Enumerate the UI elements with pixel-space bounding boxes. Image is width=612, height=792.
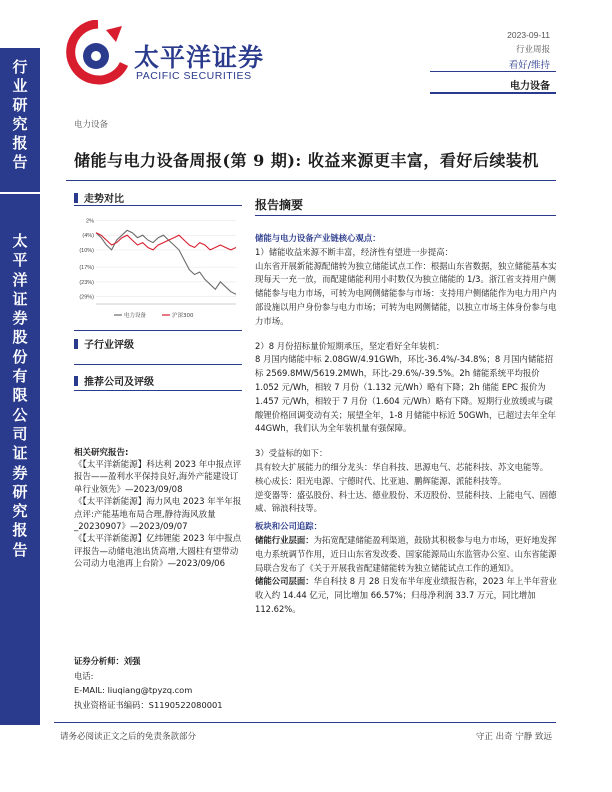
report-date: 2023-09-11 <box>507 30 550 40</box>
report-type: 行业周报 <box>515 45 550 55</box>
tracking-company <box>255 575 557 616</box>
section-divider <box>74 390 242 391</box>
section-divider <box>74 205 242 206</box>
chart-legend-label: 电力设备 <box>124 313 147 319</box>
summary-heading: 报告摘要 <box>255 198 304 212</box>
tracking-industry-label: 储能行业层面： <box>255 534 314 545</box>
point-3-title: 3）受益标的如下： <box>255 448 328 459</box>
tracking-company-body: 华自科技 8 月 28 日发布半年度业绩报告称，2023 年上半年营业收入约 14.44 亿元，同比增加 66.57%；归母净利润 33.7 万元，同比增加 112.62%。 <box>255 576 557 614</box>
trend-chart <box>74 212 242 320</box>
pacific-securities-logo-icon <box>66 20 130 86</box>
header-divider-thick <box>430 92 556 94</box>
point-3-growth: 核心成长：阳光电源、宁德时代、比亚迪、鹏辉能源、派能科技等。 <box>255 475 507 486</box>
analyst-email[interactable]: E-MAIL: liuqiang@tpyzq.com <box>74 685 193 695</box>
tracking-title: 板块和公司追踪： <box>255 521 322 532</box>
analyst-name: 证券分析师：刘强 <box>74 656 141 666</box>
chart-y-tick-label: (4%) <box>82 233 94 240</box>
band-separator <box>0 192 40 194</box>
chart-y-tick-label: (29%) <box>79 294 94 301</box>
point-2-title: 2）8 月份招标量价短期承压，坚定看好全年装机： <box>255 340 445 351</box>
related-report-item[interactable]: 《【太平洋新能源】海力风电 2023 年半年报点评:产能基地布局合理,静待海风放量_20230907》—2023/09/07 <box>74 497 242 533</box>
point-3-inverters: 逆变器等：盛弘股份、科士达、德业股份、禾迈股份、昱能科技、上能电气、固德威、锦浪科技等。 <box>255 489 557 514</box>
recommend-title: 推荐公司及评级 <box>84 377 154 388</box>
tracking-company-label: 储能公司层面： <box>255 576 314 587</box>
footer-divider <box>54 722 556 723</box>
summary-divider <box>255 215 556 216</box>
footer-motto: 守正 出奇 宁静 致远 <box>475 732 552 742</box>
summary-body <box>255 232 557 617</box>
page-title: 储能与电力设备周报(第 9 期): 收益来源更丰富，看好后续装机 <box>74 151 539 170</box>
band-text-company-report: 太平洋证券股份有限公司证券研究报告 <box>12 232 28 559</box>
related-reports-title: 相关研究报告: <box>74 448 129 458</box>
chart-y-tick-label: 2% <box>86 218 94 225</box>
point-1-title: 1）储能收益来源不断丰富，经济性有望进一步提高： <box>255 246 453 257</box>
recommend-section-heading <box>74 373 154 388</box>
sub-rating-title: 子行业评级 <box>84 340 134 351</box>
related-report-item[interactable]: 《【太平洋新能源】亿纬锂能 2023 年中报点评报告—动储电池出货高增,大圆柱有望带动公司动力电池再上台阶》—2023/09/06 <box>74 534 242 570</box>
industry-name: 电力设备 <box>510 81 550 92</box>
section-marker-icon <box>74 376 78 386</box>
footer-disclaimer: 请务必阅读正文之后的免责条款部分 <box>60 732 197 742</box>
related-reports-list <box>74 459 244 571</box>
trend-section-heading <box>74 190 124 205</box>
section-divider <box>74 364 242 365</box>
point-1-body: 山东省开展新能源配储转为独立储能试点工作：根据山东省数据，独立储能基本实现每天一充一放，而配建储能利用小时数仅为独立储能的 1/3。浙江省支持用户侧储能参与电力市场，可转为电网侧储能参与市场：支持用户侧储能作为电力用户内部设施以用户身份参与电力市场；可转为电网侧储能，以独立市场主体身份参与电力市场。 <box>255 260 557 326</box>
tracking-industry-body: 为拓宽配建储能盈利渠道，鼓励其积极参与电力市场，更好地发挥电力系统调节作用，近日山东省发改委、国家能源局山东监管办公室、山东省能源局联合发布了《关于开展我省配建储能转为独立储能试点工作的通知》。 <box>255 534 557 573</box>
chart-y-tick-label: (10%) <box>79 247 94 254</box>
industry-rating: 看好/维持 <box>508 60 550 71</box>
section-divider <box>74 330 242 331</box>
analyst-cert: 执业资格证书编码：S1190522080001 <box>74 699 223 710</box>
band-text-industry-report: 行业研究报告 <box>12 58 28 171</box>
point-3-leaders: 具有较大扩展能力的细分龙头：华自科技、思源电气、芯能科技、苏文电能等。 <box>255 461 549 472</box>
chart-y-tick-label: (23%) <box>79 279 94 286</box>
header-divider <box>430 71 556 72</box>
company-name-cn: 太平洋证券 <box>134 43 265 72</box>
trend-section-title: 走势对比 <box>84 194 124 205</box>
core-views-title: 储能与电力设备产业链核心观点： <box>255 233 381 243</box>
title-divider <box>66 180 556 181</box>
point-2-body: 8 月国内储能中标 2.08GW/4.91GWh，环比-36.4%/-34.8%；8 月国内储能招标 2569.8MW/5619.2MWh，环比-29.6%/-39.5%。2h 储能系统平均报价 1.052 元/Wh，相较 7 月份（1.132 元/Wh）略有下降；2h 储能 EPC 报价为 1.457 元/Wh，相较于 7 月份（1.604 元/Wh）略有下降。短期行业放缓或与碳酸锂价格回调变动有关；展望全年，1-8 月储能中标近 50GWh，已超过去年全年 44GWh，我们认为全年装机量有强保障。 <box>255 354 556 434</box>
company-name-en: PACIFIC SECURITIES <box>136 70 252 82</box>
analyst-phone: 电话: <box>74 670 94 681</box>
sub-rating-section-heading <box>74 336 134 351</box>
breadcrumb: 电力设备 <box>74 120 109 130</box>
section-marker-icon <box>74 339 78 349</box>
chart-y-tick-label: (17%) <box>79 265 94 272</box>
tracking-industry <box>255 534 557 575</box>
chart-legend-label: 沪深300 <box>172 313 194 319</box>
section-marker-icon <box>74 193 78 203</box>
analyst-info <box>74 654 249 712</box>
chart-series-line <box>96 230 236 294</box>
related-report-item[interactable]: 《【太平洋新能源】科达利 2023 年中报点评报告——盈利水平保持良好,海外产能建设订单行业领先》—2023/09/08 <box>74 460 242 495</box>
